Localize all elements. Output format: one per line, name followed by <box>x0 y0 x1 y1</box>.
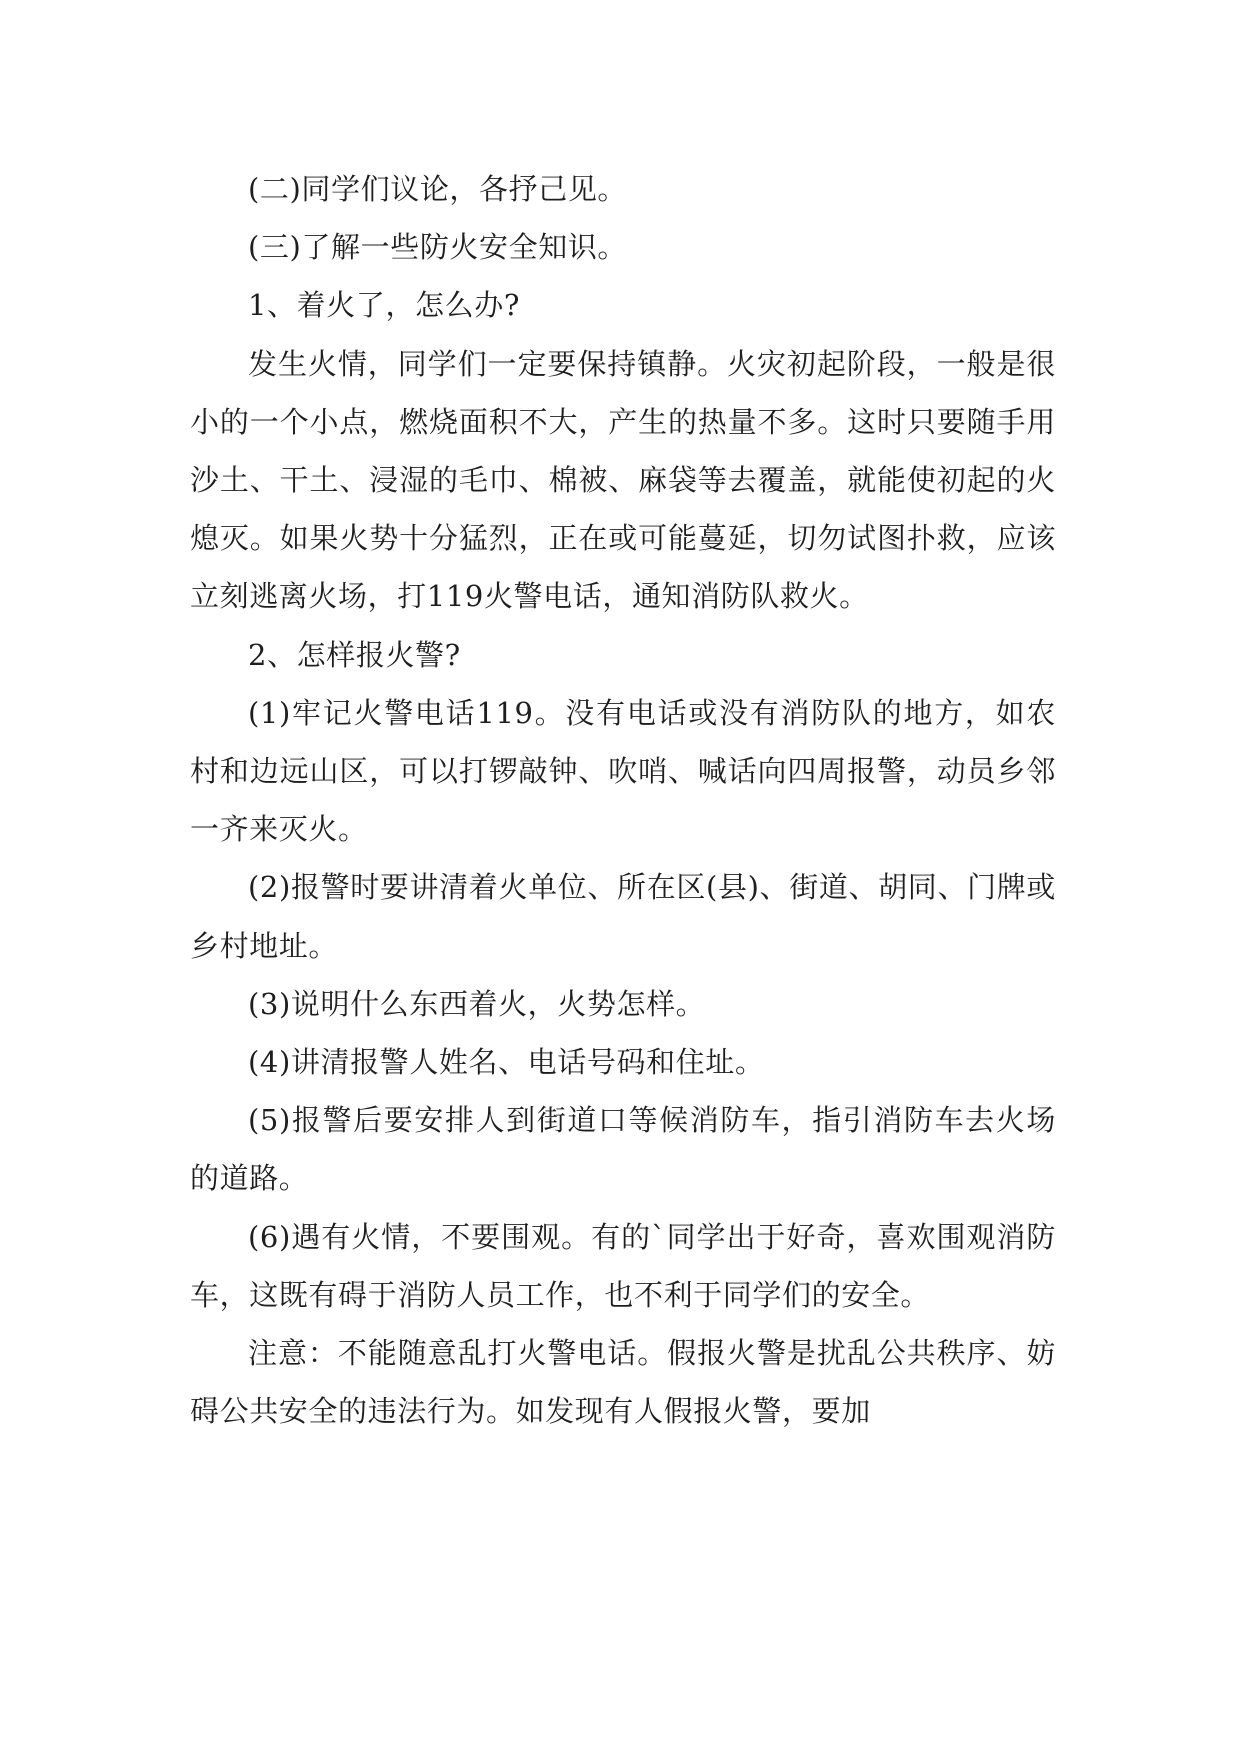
heading-what-to-do-on-fire: 1、着火了，怎么办? <box>248 288 520 323</box>
list-item-1: (1)牢记火警电话119。没有电话或没有消防队的地方，如农村和边远山区，可以打锣敲钟、吹哨、喊话向四周报警，动员乡邻一齐来灭火。 <box>190 695 1056 847</box>
list-item-5: (5)报警后要安排人到街道口等候消防车，指引消防车去火场的道路。 <box>190 1103 1056 1196</box>
list-item-6: (6)遇有火情，不要围观。有的`同学出于好奇，喜欢围观消防车，这既有碍于消防人员工作，也不利于同学们的安全。 <box>190 1219 1056 1312</box>
paragraph-note: 注意：不能随意乱打火警电话。假报火警是扰乱公共秩序、妨碍公共安全的违法行为。如发现有人假报火警，要加 <box>190 1336 1056 1429</box>
paragraph-fire-safety-knowledge: (三)了解一些防火安全知识。 <box>248 230 628 265</box>
document-body <box>190 160 1056 1440</box>
list-item-3: (3)说明什么东西着火，火势怎样。 <box>248 986 706 1021</box>
list-item-4: (4)讲清报警人姓名、电话号码和住址。 <box>248 1045 765 1080</box>
heading-how-to-report-fire: 2、怎样报火警? <box>248 637 461 672</box>
list-item-2: (2)报警时要讲清着火单位、所在区(县)、街道、胡同、门牌或乡村地址。 <box>190 870 1056 963</box>
paragraph-stay-calm: 发生火情，同学们一定要保持镇静。火灾初起阶段，一般是很小的一个小点，燃烧面积不大，产生的热量不多。这时只要随手用沙土、干土、浸湿的毛巾、棉被、麻袋等去覆盖，就能使初起的火熄灭。如果火势十分猛烈，正在或可能蔓延，切勿试图扑救，应该立刻逃离火场，打119火警电话，通知消防队救火。 <box>190 346 1056 614</box>
paragraph-discussion: (二)同学们议论，各抒己见。 <box>248 172 628 206</box>
